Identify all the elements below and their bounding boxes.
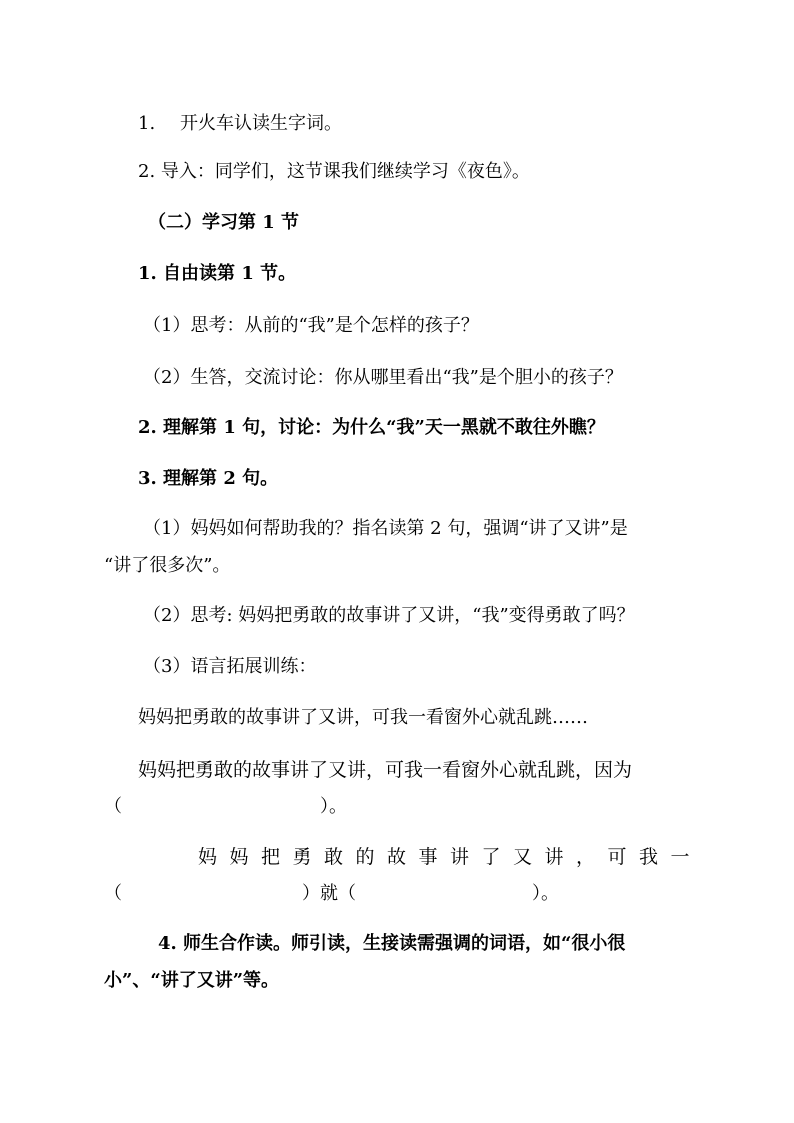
blank-close-paren: ）。 (320, 796, 347, 817)
blank-close-paren: ）。 (532, 883, 559, 904)
step-number: 1. (138, 113, 156, 134)
intro-line: 2. 导入：同学们，这节课我们继续学习《夜色》。 (138, 161, 530, 182)
fill-blank-1-cont (104, 795, 794, 819)
section-heading: （二）学习第 1 节 (148, 212, 300, 233)
sub-item-1: （1）妈妈如何帮助我的？指名读第 2 句，强调“讲了又讲”是 (143, 518, 628, 539)
step-text: 开火车认读生字词。 (180, 113, 342, 134)
reading-step-4-cont: 小”、“讲了又讲”等。 (104, 970, 280, 991)
reading-step-4: 4. 师生合作读。师引读，生接读需强调的词语，如“很小很 (158, 933, 626, 954)
reading-step-2: 2. 理解第 1 句，讨论：为什么“我”天一黑就不敢往外瞧？ (138, 417, 605, 438)
sub-item-1-cont: “讲了很多次”。 (104, 555, 231, 576)
example-sentence: 妈妈把勇敢的故事讲了又讲，可我一看窗外心就乱跳…… (138, 707, 588, 728)
question-1: （1）思考：从前的“我”是个怎样的孩子？ (143, 315, 479, 336)
blank-open-paren: （ (104, 796, 122, 817)
fill-blank-2-cont (104, 882, 794, 906)
blank-open-paren: （ (104, 883, 122, 904)
sub-item-2: （2）思考: 妈妈把勇敢的故事讲了又讲，“我”变得勇敢了吗？ (143, 605, 635, 626)
fill-blank-1: 妈妈把勇敢的故事讲了又讲，可我一看窗外心就乱跳，因为 (138, 759, 633, 781)
reading-step-1: 1. 自由读第 1 节。 (138, 263, 297, 284)
blank-middle: ）就（ (302, 883, 356, 904)
reading-step-3: 3. 理解第 2 句。 (138, 468, 279, 489)
step-1-line (138, 112, 794, 136)
fill-blank-2: 妈妈把勇敢的故事讲了又讲，可我一 (198, 846, 703, 868)
sub-item-3: （3）语言拓展训练： (143, 656, 317, 677)
question-2: （2）生答，交流讨论：你从哪里看出“我”是个胆小的孩子？ (143, 367, 623, 388)
